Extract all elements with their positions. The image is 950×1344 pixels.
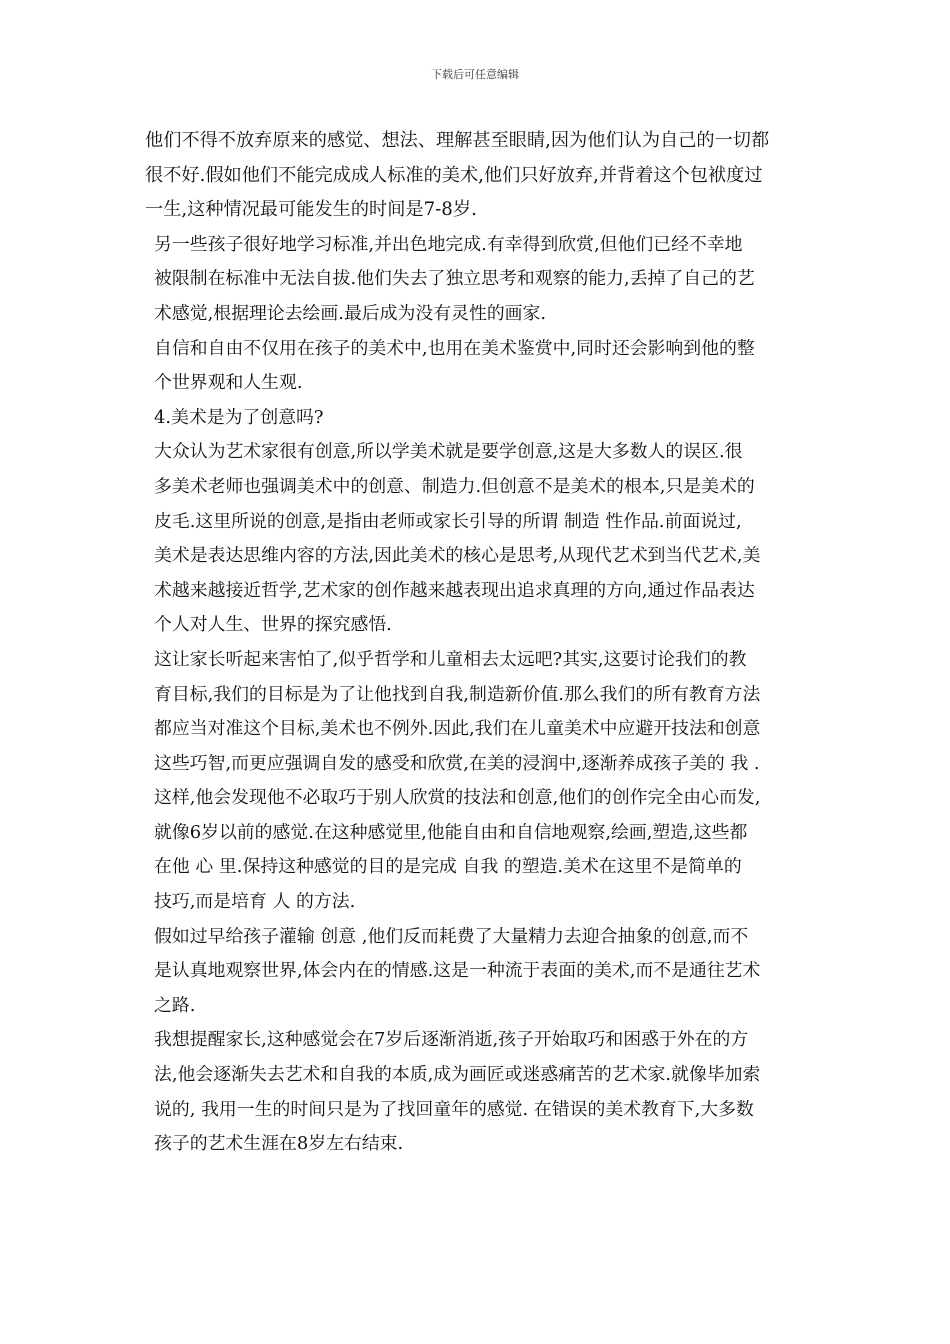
paragraph: [145, 643, 810, 920]
text-line: 4.美术是为了创意吗?: [154, 406, 324, 428]
text-line: 育目标,我们的目标是为了让他找到自我,制造新价值.那么我们的所有教育方法: [154, 683, 761, 705]
text-line: 这些巧智,而更应强调自发的感受和欣赏,在美的浸润中,逐渐养成孩子美的 我 .: [154, 752, 760, 774]
text-line: 皮毛.这里所说的创意,是指由老师或家长引导的所谓 制造 性作品.前面说过,: [154, 510, 742, 532]
text-line: 个世界观和人生观.: [154, 372, 303, 394]
text-line: 另一些孩子很好地学习标准,并出色地完成.有幸得到欣赏,但他们已经不幸地: [154, 233, 743, 255]
text-line: 都应当对准这个目标,美术也不例外.因此,我们在儿童美术中应避开技法和创意: [154, 718, 761, 740]
text-line: 术越来越接近哲学,艺术家的创作越来越表现出追求真理的方向,通过作品表达: [154, 579, 755, 601]
text-line: 术感觉,根据理论去绘画.最后成为没有灵性的画家.: [154, 302, 547, 324]
text-line: 之路.: [154, 994, 196, 1016]
header-note: 下载后可任意编辑: [431, 68, 519, 81]
paragraph: [145, 1023, 810, 1161]
text-line: 说的, 我用一生的时间只是为了找回童年的感觉. 在错误的美术教育下,大多数: [154, 1098, 754, 1120]
text-line: 法,他会逐渐失去艺术和自我的本质,成为画匠或迷惑痛苦的艺术家.就像毕加索: [154, 1064, 761, 1086]
paragraph: [145, 435, 810, 643]
text-line: 个人对人生、世界的探究感悟.: [154, 614, 392, 636]
paragraph: [145, 332, 810, 401]
text-line: 一生,这种情况最可能发生的时间是7-8岁.: [145, 199, 477, 221]
text-line: 我想提醒家长,这种感觉会在7岁后逐渐消逝,孩子开始取巧和困惑于外在的方: [154, 1029, 749, 1051]
text-line: 美术是表达思维内容的方法,因此美术的核心是思考,从现代艺术到当代艺术,美: [154, 545, 761, 567]
text-line: 被限制在标准中无法自拔.他们失去了独立思考和观察的能力,丢掉了自己的艺: [154, 268, 755, 290]
text-line: 自信和自由不仅用在孩子的美术中,也用在美术鉴赏中,同时还会影响到他的整: [154, 337, 755, 359]
text-line: 多美术老师也强调美术中的创意、制造力.但创意不是美术的根本,只是美术的: [154, 475, 755, 497]
paragraph: [145, 124, 810, 228]
text-line: 孩子的艺术生涯在8岁左右结束.: [154, 1133, 404, 1155]
paragraph: [145, 920, 810, 1024]
text-line: 这样,他会发现他不必取巧于别人欣赏的技法和创意,他们的创作完全由心而发,: [154, 787, 761, 809]
text-line: 很不好.假如他们不能完成成人标准的美术,他们只好放弃,并背着这个包袱度过: [145, 164, 763, 186]
document-body: [145, 124, 810, 1162]
text-line: 技巧,而是培育 人 的方法.: [154, 891, 356, 913]
text-line: 在他 心 里.保持这种感觉的目的是完成 自我 的塑造.美术在这里不是简单的: [154, 856, 742, 878]
text-line: 假如过早给孩子灌输 创意 ,他们反而耗费了大量精力去迎合抽象的创意,而不: [154, 925, 749, 947]
paragraph: [145, 228, 810, 332]
text-line: 这让家长听起来害怕了,似乎哲学和儿童相去太远吧?其实,这要讨论我们的教: [154, 648, 747, 670]
text-line: 是认真地观察世界,体会内在的情感.这是一种流于表面的美术,而不是通往艺术: [154, 960, 761, 982]
text-line: 他们不得不放弃原来的感觉、想法、理解甚至眼睛,因为他们认为自己的一切都: [145, 130, 770, 151]
text-line: 大众认为艺术家很有创意,所以学美术就是要学创意,这是大多数人的误区.很: [154, 441, 743, 463]
section-heading: [145, 401, 810, 436]
text-line: 就像6岁以前的感觉.在这种感觉里,他能自由和自信地观察,绘画,塑造,这些都: [154, 821, 748, 843]
